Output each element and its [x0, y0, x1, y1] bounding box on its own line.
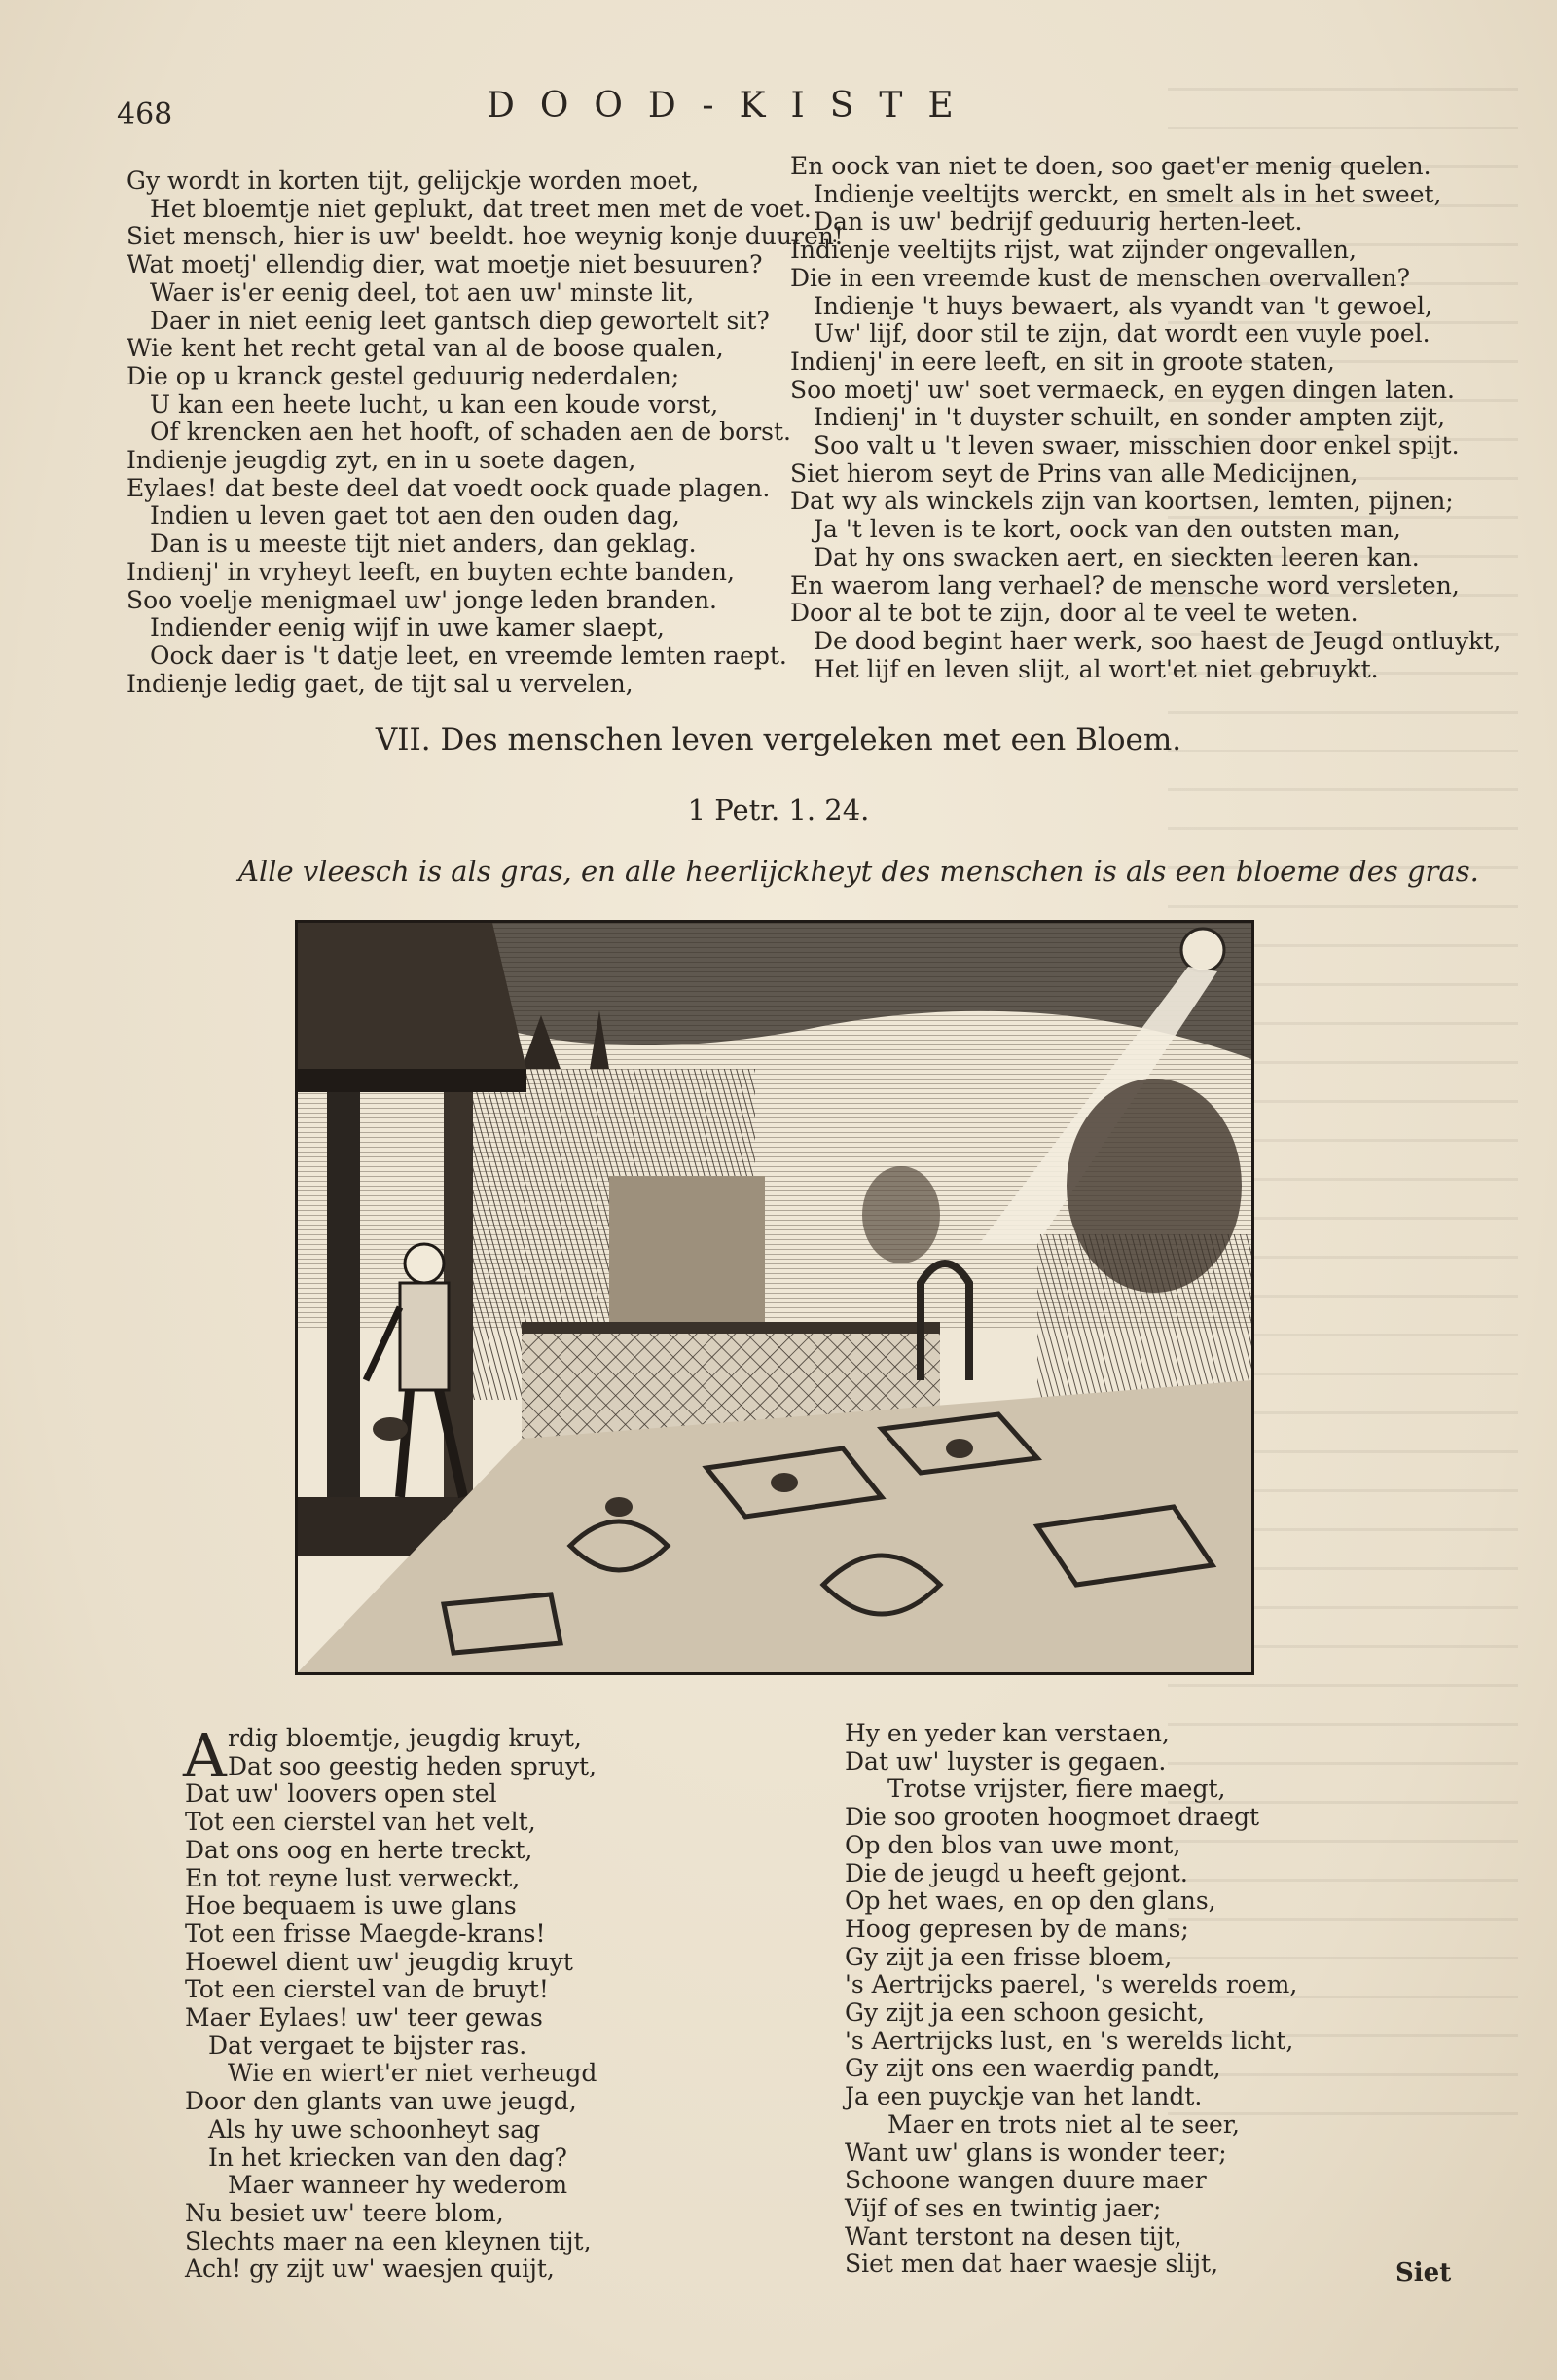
verse-line: Siet hierom seyt de Prins van alle Medicijnen, — [790, 458, 1358, 488]
verse-line: De dood begint haer werk, soo haest de Jeugd ontluykt, — [814, 626, 1502, 655]
verse-line: Door den glants van uwe jeugd, — [185, 2087, 577, 2116]
verse-line: Gy zijt ons een waerdig pandt, — [845, 2054, 1221, 2083]
verse-line: Wie en wiert'er niet verheugd — [228, 2059, 597, 2088]
verse-line: rdig bloemtje, jeugdig kruyt, — [228, 1724, 582, 1752]
top-left-verse-column — [127, 167, 844, 698]
verse-line: En tot reyne lust verweckt, — [185, 1863, 521, 1892]
verse-line: Gy zijt ja een schoon gesicht, — [845, 1998, 1205, 2028]
verse-line: Die in een vreemde kust de menschen overvallen? — [790, 263, 1411, 292]
verse-line: Tot een frisse Maegde-krans! — [185, 1919, 546, 1948]
verse-line: Dat uw' luyster is gegaen. — [845, 1746, 1167, 1776]
verse-line: Maer Eylaes! uw' teer gewas — [185, 2003, 543, 2032]
verse-line: Op den blos van uwe mont, — [845, 1830, 1181, 1859]
verse-line: Vijf of ses en twintig jaer; — [845, 2193, 1162, 2222]
verse-line: 's Aertrijcks paerel, 's werelds roem, — [845, 1970, 1298, 1999]
verse-line: 's Aertrijcks lust, en 's werelds licht, — [845, 2026, 1294, 2055]
verse-line: Siet men dat haer waesje slijt, — [845, 2250, 1219, 2279]
verse-line: Die soo grooten hoogmoet draegt — [845, 1803, 1260, 1832]
verse-line: Schoone wangen duure maer — [845, 2166, 1207, 2195]
portico-roof — [298, 923, 526, 1069]
verse-line: Eylaes! dat beste deel dat voedt oock quade plagen. — [127, 473, 771, 502]
verse-line: Want uw' glans is wonder teer; — [845, 2138, 1227, 2167]
verse-line: Indiender eenig wijf in uwe kamer slaept, — [150, 613, 665, 642]
verse-line: Maer en trots niet al te seer, — [887, 2109, 1240, 2139]
verse-line: Maer wanneer hy wederom — [228, 2171, 568, 2200]
verse-line: Trotse vrijster, fiere maegt, — [887, 1775, 1226, 1804]
drop-cap: A — [183, 1720, 227, 1791]
verse-line: Die de jeugd u heeft gejont. — [845, 1858, 1188, 1887]
scripture-quote: Alle vleesch is als gras, en alle heerlijckheyt des menschen is als een bloeme des gras. — [238, 855, 1479, 888]
verse-line: Wat moetj' ellendig dier, wat moetje niet besuuren? — [127, 250, 763, 279]
verse-line: In het kriecken van den dag? — [208, 2142, 567, 2172]
verse-line: Indienj' in eere leeft, en sit in groote staten, — [790, 347, 1335, 376]
verse-line: Daer in niet eenig leet gantsch diep gewortelt sit? — [150, 306, 770, 335]
verse-line: Uw' lijf, door stil te zijn, dat wordt een vuyle poel. — [814, 319, 1430, 348]
chapter-heading: VII. Des menschen leven vergeleken met een Bloem. — [375, 722, 1182, 757]
verse-line: Indienje veeltijts werckt, en smelt als in het sweet, — [814, 179, 1442, 208]
verse-line: Hy en yeder kan verstaen, — [845, 1719, 1170, 1747]
verse-line: Of krencken aen het hooft, of schaden aen de borst. — [150, 418, 791, 447]
verse-line: Die op u kranck gestel geduurig nederdalen; — [127, 361, 680, 390]
catchword: Siet — [1395, 2258, 1452, 2288]
engraving-illustration — [295, 920, 1254, 1675]
verse-line: Op het waes, en op den glans, — [845, 1886, 1216, 1916]
top-right-verse-column — [790, 153, 1501, 683]
running-title: DOOD-KISTE — [487, 86, 979, 126]
sun-face-icon — [1181, 929, 1224, 971]
verse-line: Nu besiet uw' teere blom, — [185, 2198, 504, 2227]
verse-line: Dan is u meeste tijt niet anders, dan geklag. — [150, 530, 697, 559]
verse-line: Indienje jeugdig zyt, en in u soete dagen, — [127, 446, 636, 475]
page-number: 468 — [117, 97, 173, 131]
verse-line: Indienj' in 't duyster schuilt, en sonder ampten zijt, — [814, 403, 1446, 432]
verse-line: Dat uw' loovers open stel — [185, 1779, 497, 1809]
verse-line: Gy wordt in korten tijt, gelijckje worden moet, — [127, 166, 700, 195]
verse-line: Dat ons oog en herte treckt, — [185, 1835, 533, 1864]
verse-line: Indienj' in vryheyt leeft, en buyten echte banden, — [127, 557, 735, 586]
verse-line: Want terstont na desen tijt, — [845, 2221, 1182, 2251]
verse-line: Oock daer is 't datje leet, en vreemde lemten raept. — [150, 641, 787, 670]
column — [327, 1092, 360, 1501]
scripture-reference: 1 Petr. 1. 24. — [687, 793, 870, 826]
verse-line: Tot een cierstel van de bruyt! — [185, 1975, 549, 2004]
verse-line: Door al te bot te zijn, door al te veel te weten. — [790, 599, 1358, 628]
verse-line: Soo valt u 't leven swaer, misschien door enkel spijt. — [814, 431, 1460, 460]
verse-line: Het bloemtje niet geplukt, dat treet men met de voet. — [150, 194, 812, 223]
verse-line: Dat vergaet te bijster ras. — [208, 2031, 527, 2060]
verse-line: Indien u leven gaet tot aen den ouden dag, — [150, 501, 680, 531]
verse-line: Hoog gepresen by de mans; — [845, 1914, 1189, 1943]
verse-line: Ja een puyckje van het landt. — [845, 2082, 1203, 2111]
verse-line: Soo voelje menigmael uw' jonge leden branden. — [127, 585, 717, 614]
verse-line: Indienje 't huys bewaert, als vyandt van 't gewoel, — [814, 291, 1432, 320]
verse-line: Dat wy als winckels zijn van koortsen, lemten, pijnen; — [790, 487, 1454, 516]
verse-line: Hoewel dient uw' jeugdig kruyt — [185, 1947, 573, 1976]
verse-line: Soo moetj' uw' soet vermaeck, en eygen dingen laten. — [790, 375, 1455, 404]
verse-line: Dat soo geestig heden spruyt, — [228, 1751, 597, 1780]
verse-line: Het lijf en leven slijt, al wort'et niet gebruykt. — [814, 654, 1379, 683]
parterre-ground — [298, 1380, 1251, 1672]
verse-line: Gy zijt ja een frisse bloem, — [845, 1942, 1173, 1971]
verse-line: Dat hy ons swacken aert, en sieckten leeren kan. — [814, 542, 1420, 571]
verse-line: Hoe bequaem is uwe glans — [185, 1891, 517, 1921]
tree — [862, 1166, 940, 1263]
verse-line: Als hy uwe schoonheyt sag — [208, 2114, 541, 2143]
verse-line: En waerom lang verhael? de mensche word versleten, — [790, 570, 1460, 600]
verse-line: Ach! gy zijt uw' waesjen quijt, — [185, 2254, 555, 2284]
verse-line: En oock van niet te doen, soo gaet'er menig quelen. — [790, 152, 1431, 180]
verse-line: Tot een cierstel van het velt, — [185, 1808, 536, 1837]
bottom-left-verse-column — [183, 1720, 597, 2284]
verse-line: Indienje ledig gaet, de tijt sal u vervelen, — [127, 669, 634, 698]
verse-line: Slechts maer na een kleynen tijt, — [185, 2226, 592, 2255]
verse-line: Wie kent het recht getal van al de boose qualen, — [127, 334, 724, 363]
verse-line: Indienje veeltijts rijst, wat zijnder ongevallen, — [790, 236, 1357, 265]
verse-line: Waer is'er eenig deel, tot aen uw' minste lit, — [150, 277, 695, 307]
verse-line: Dan is uw' bedrijf geduurig herten-leet. — [814, 207, 1303, 237]
bottom-right-verse-column — [845, 1720, 1297, 2279]
verse-line: Siet mensch, hier is uw' beeldt. hoe weynig konje duuren! — [127, 222, 844, 251]
verse-line: Ja 't leven is te kort, oock van den outsten man, — [814, 515, 1401, 544]
verse-line: U kan een heete lucht, u kan een koude vorst, — [150, 389, 719, 419]
